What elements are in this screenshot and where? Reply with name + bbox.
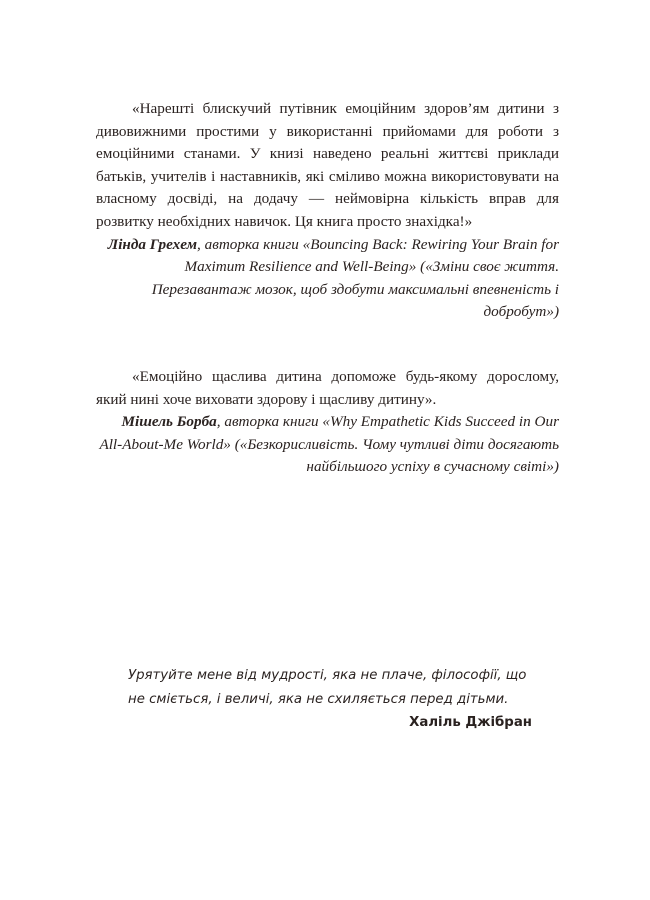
review-credit: , авторка книги «Why Empathetic Kids Succeed in Our All-About-Me World» («Безкорисливість. Чому чутливі діти досягають найбільшого успіху в сучасному світі») — [99, 413, 559, 476]
review-author: Мішель Борба — [121, 413, 217, 431]
review-quote: «Нарешті блискучий путівник емоційним здоров’ям дитини з дивовижними простими у використанні прийомами для роботи з емоційними станами. У книзі наведено реальні життєві приклади батьків, учителів і наставників, які сміливо можна використовувати на власному досвіді, на додачу — неймовірна кількість вправ для розвитку необхідних навичок. Ця книга просто знахідка!» — [96, 100, 559, 230]
review-attribution — [96, 234, 559, 324]
review-blurb — [96, 366, 559, 479]
epigraph-author: Халіль Джібран — [409, 715, 532, 730]
review-author: Лінда Грехем — [107, 235, 198, 253]
epigraph-text: Урятуйте мене від мудрості, яка не плаче, філософії, що не сміється, і величі, яка не схиляється перед дітьми. — [128, 668, 527, 707]
review-attribution — [96, 411, 559, 479]
review-quote: «Емоційно щаслива дитина допоможе будь-якому дорослому, який нині хоче виховати здорову і щасливу дитину». — [96, 368, 559, 408]
review-credit: , авторка книги «Bouncing Back: Rewiring Your Brain for Maximum Resilience and Well-Being» («Зміни своє життя. Перезавантаж мозок, щоб здобути максимальні впевненість і добробут») — [151, 235, 559, 321]
review-blurb — [96, 98, 559, 324]
epigraph — [128, 664, 532, 735]
